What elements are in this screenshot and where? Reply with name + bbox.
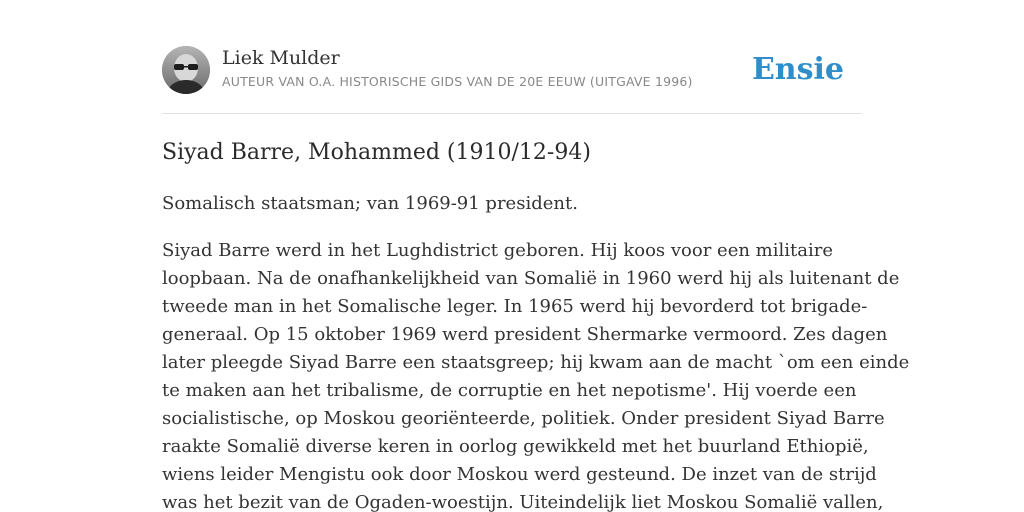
body-line: raakte Somalië diverse keren in oorlog gewikkeld met het buurland Ethiopië, <box>162 436 869 457</box>
body-line: wiens leider Mengistu ook door Moskou werd gesteund. De inzet van de strijd <box>162 464 877 485</box>
author-name[interactable]: Liek Mulder <box>222 47 340 69</box>
body-line: loopbaan. Na de onafhankelijkheid van Somalië in 1960 werd hij als luitenant de <box>162 268 900 289</box>
header-divider <box>162 113 862 114</box>
article-title: Siyad Barre, Mohammed (1910/12-94) <box>162 140 591 165</box>
body-line: Siyad Barre werd in het Lughdistrict geboren. Hij koos voor een militaire <box>162 240 833 261</box>
article-intro: Somalisch staatsman; van 1969-91 president. <box>162 193 578 214</box>
article-body <box>162 237 909 512</box>
body-line: te maken aan het tribalisme, de corruptie en het nepotisme'. Hij voerde een <box>162 380 857 401</box>
body-line: socialistische, op Moskou georiënteerde, politiek. Onder president Siyad Barre <box>162 408 885 429</box>
ensie-logo[interactable]: Ensie <box>751 52 844 87</box>
body-line: generaal. Op 15 oktober 1969 werd president Shermarke vermoord. Zes dagen <box>162 324 888 345</box>
body-line: later pleegde Siyad Barre een staatsgreep; hij kwam aan de macht `om een einde <box>162 352 910 373</box>
body-line: tweede man in het Somalische leger. In 1965 werd hij bevorderd tot brigade- <box>162 296 868 317</box>
body-line: was het bezit van de Ogaden-woestijn. Uiteindelijk liet Moskou Somalië vallen, <box>162 492 884 512</box>
author-description: AUTEUR VAN O.A. HISTORISCHE GIDS VAN DE 20E EEUW (UITGAVE 1996) <box>222 74 693 89</box>
avatar-photo-icon <box>162 46 210 94</box>
author-header <box>162 46 862 96</box>
author-avatar[interactable] <box>162 46 210 94</box>
